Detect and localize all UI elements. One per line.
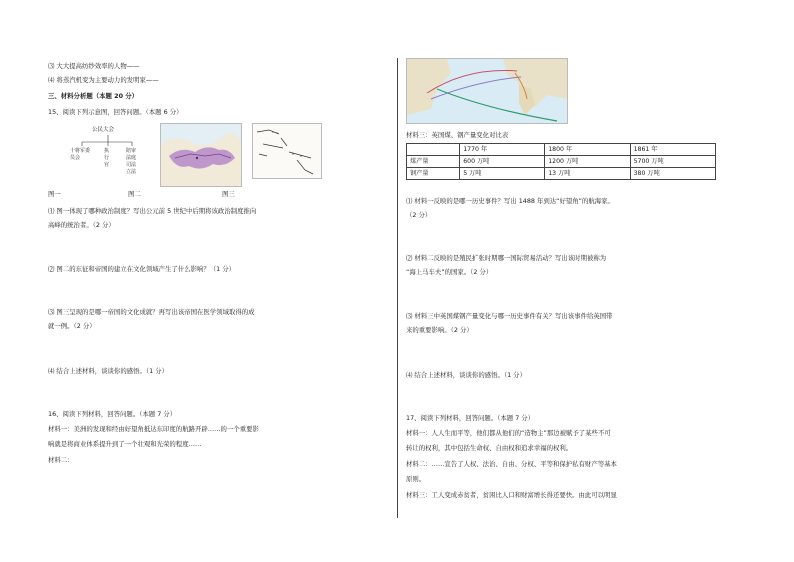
question-17: 17、阅读下列材料，回答问题。（本题 7 分） bbox=[406, 414, 535, 422]
question-15-1-cont: 高峰的统治者。（2 分） bbox=[48, 221, 115, 229]
table-cell: 5700 万吨 bbox=[630, 156, 715, 168]
q17-material-1-line-2: 转让的权利，其中包括生命权、自由权和追求幸福的权利。 bbox=[406, 444, 573, 452]
question-14-3: ⑶ 大大提高纺纱效率的人物—— bbox=[48, 62, 140, 70]
coal-steel-table bbox=[406, 143, 716, 180]
diagram-branch-generals: 十将军委员会 bbox=[70, 148, 91, 161]
table-header-cell: 1770 年 bbox=[460, 144, 545, 156]
question-16-3-cont: 来的重要影响。（2 分） bbox=[406, 326, 473, 334]
table-header-cell: 1861 年 bbox=[630, 144, 715, 156]
material-1-line-2: 响就是将商业体系提升到了一个壮观和光荣的程度…… bbox=[48, 440, 202, 448]
question-16-3: ⑶ 材料三中英国煤钢产量变化与哪一历史事件有关？写出该事件给英国带 bbox=[406, 312, 613, 320]
material-1-line-1: 材料一：美洲的发现和经由好望角抵达东印度的航路开辟……的一个重要影 bbox=[48, 425, 259, 433]
column-divider bbox=[397, 58, 398, 518]
figure-2-label: 图二 bbox=[128, 190, 141, 198]
question-15-1: ⑴ 图一体现了哪种政治制度？写出公元前 5 世纪中后期将该政治制度推向 bbox=[48, 207, 257, 215]
question-15: 15、阅读下列示意图，回答问题。（本题 6 分） bbox=[48, 108, 183, 116]
table-header-cell: 1800 年 bbox=[545, 144, 630, 156]
figure-1-diagram bbox=[70, 122, 152, 184]
table-cell: 380 万吨 bbox=[630, 168, 715, 180]
figure-3-manuscript-image bbox=[252, 123, 322, 179]
manuscript-numerals-graphic bbox=[253, 124, 321, 178]
question-15-2: ⑵ 图二的东征和帝国的建立在文化领域产生了什么影响？（1 分） bbox=[48, 265, 236, 273]
q17-material-3-line-1: 材料三：工人变成赤贫者，贫困比人口和财富增长得还要快。由此可以明显 bbox=[406, 491, 617, 499]
table-row bbox=[407, 168, 716, 180]
question-15-3: ⑶ 图三呈现的是哪一帝国的文化成就？再写出该帝国在医学领域取得的成 bbox=[48, 308, 255, 316]
diagram-top-label: 公民大会 bbox=[92, 127, 115, 133]
table-row bbox=[407, 156, 716, 168]
question-16-2-cont: “海上马车夫”的国家。（2 分） bbox=[406, 268, 493, 276]
q17-material-2-line-2: 原则。 bbox=[406, 475, 426, 483]
material-3-title: 材料三：英国煤、钢产量变化对比表 bbox=[406, 131, 509, 139]
table-cell: 1200 万吨 bbox=[545, 156, 630, 168]
section-3-heading: 三、材料分析题（本题 20 分） bbox=[48, 92, 139, 100]
question-16-2: ⑵ 材料二反映的是殖民扩张时期哪一国际贸易活动？写出该时期被称为 bbox=[406, 254, 607, 262]
table-cell: 煤产量 bbox=[407, 156, 460, 168]
table-header-row bbox=[407, 144, 716, 156]
question-16-4: ⑷ 结合上述材料，谈谈你的感悟。（1 分） bbox=[406, 371, 526, 379]
trade-route-map-graphic bbox=[407, 59, 567, 123]
empire-map-graphic bbox=[161, 124, 241, 186]
figure-1-label: 图一 bbox=[48, 190, 61, 198]
q17-material-2-line-1: 材料二：……宣告了人权、法治、自由、分权、平等和保护私有财产等基本 bbox=[406, 460, 617, 468]
diagram-branch-court: 陪审法庭司法立法 bbox=[126, 148, 137, 175]
diagram-branch-executive: 执行官 bbox=[104, 148, 110, 168]
table-header-cell bbox=[407, 144, 460, 156]
trade-route-map-image bbox=[406, 58, 568, 124]
table-cell: 13 万吨 bbox=[545, 168, 630, 180]
question-16-1-cont: （2 分） bbox=[406, 211, 432, 219]
question-14-4: ⑷ 将蒸汽机变为主要动力的发明家—— bbox=[48, 76, 159, 84]
figure-3-label: 图三 bbox=[222, 190, 235, 198]
figure-2-map-image bbox=[160, 123, 242, 187]
material-2-label: 材料二： bbox=[48, 456, 74, 464]
table-cell: 600 万吨 bbox=[460, 156, 545, 168]
question-15-4: ⑷ 结合上述材料，谈谈你的感悟。（1 分） bbox=[48, 367, 168, 375]
table-cell: 5 万吨 bbox=[460, 168, 545, 180]
question-15-3-cont: 就一例。（2 分） bbox=[48, 322, 96, 330]
q17-material-1-line-1: 材料一：人人生而平等，他们都从他们的“造物主”那边被赋予了某些不可 bbox=[406, 429, 611, 437]
question-16: 16、阅读下列材料，回答问题。（本题 7 分） bbox=[48, 410, 177, 418]
question-16-1: ⑴ 材料一反映的是哪一历史事件？写出 1488 年到达“好望角”的航海家。 bbox=[406, 197, 614, 205]
table-cell: 钢产量 bbox=[407, 168, 460, 180]
